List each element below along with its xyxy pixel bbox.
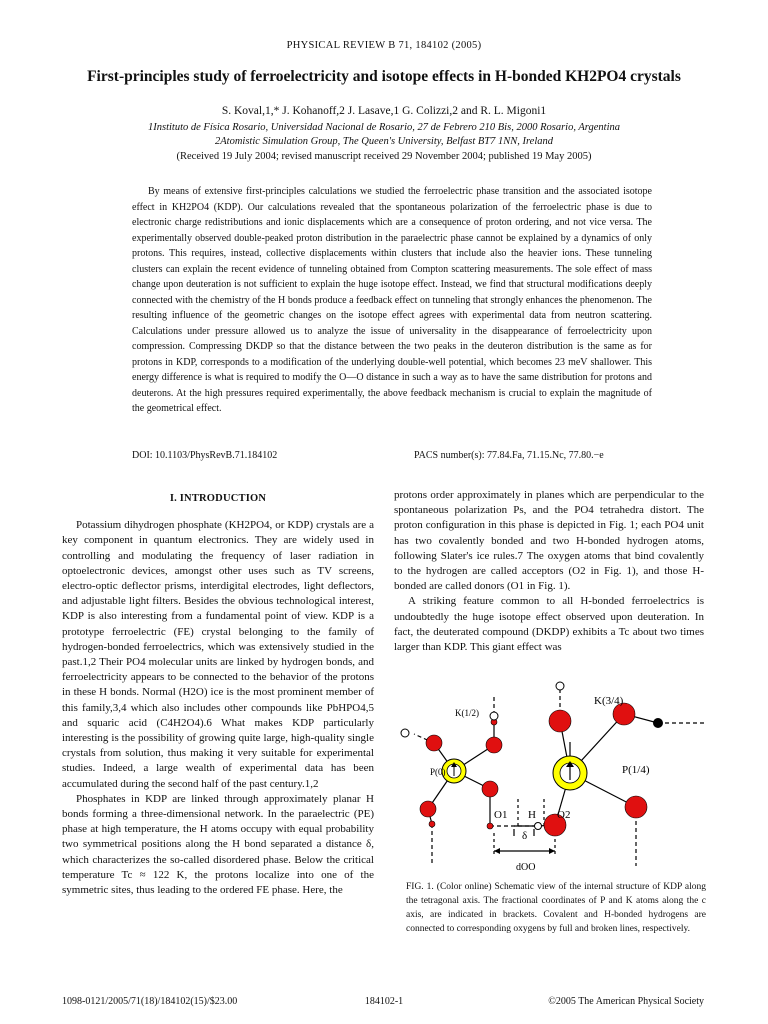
paragraph: Potassium dihydrogen phosphate (KH2PO4, or KDP) crystals are a key component in quantum electronics. They are widely used in controlling and modulating the frequency of laser radiation in optoelectronic devices, amongst other uses such as TV screens, electro-optic deflector prisms, interdigital electrodes, light deflectors, and adjustable light filters. Besides the obvious technological interest, KDP is also interesting from a fundamental point of view. KDP is a prototype ferroelectric (FE) crystal belonging to the family of hydrogen-bonded ferroelectrics, which was extensively studied in the past.1,2 Their PO4 molecular units are linked by hydrogen bonds, and ferroelectricity appears to be connected to the behavior of the protons in these H bonds. Normal (H2O) ice is the most prominent member of this family,3,4 which also includes other compounds like PbHPO4,5 and squaric acid (C4H2O4).6 What makes KDP particularly interesting is the possibility of growing quite large, high-quality single crystals from solution, thus making it very suitable for experimental studies. Indeed, a large wealth of experimental data has been accumulated during the second half of the past century.1,2: [62, 519, 374, 790]
paragraph: Phosphates in KDP are linked through approximately planar H bonds forming a three-dimensional network. In the paraelectric (PE) phase at high temperature, the H atoms occupy with equal probability two symmetrical positions along the H bond separated a distance δ, which characterizes the so-called disordered phase. Below the critical temperature Tc ≈ 122 K, the protons localize into one of the symmetric sites, thus leading to the ordered FE phase. Here, the: [62, 792, 374, 897]
paragraph: A striking feature common to all H-bonded ferroelectrics is undoubtedly the huge isotope effect observed upon deuteration. In fact, the deuterated compound (DKDP) exhibits a Tc about two times larger than KDP. This giant effect was: [394, 595, 704, 654]
abstract: By means of extensive first-principles calculations we studied the ferroelectric phase transition and the associated isotope effect in KH2PO4 (KDP). Our calculations revealed that the spontaneous polarization of the ferroelectric phase is due to electronic charge redistributions and ionic displacements which are a consequence of proton ordering, and not vice versa. The experimentally observed double-peaked proton distribution in the paraelectric phase cannot be explained by a dynamics of only protons. This requires, instead, collective displacements within clusters that include also the heavier ions. These tunneling clusters can explain the recent evidence of tunneling obtained from Compton scattering measurements. The sole effect of mass change upon deuteration is not sufficient to explain the huge isotope effect. Instead, we find that structural modifications deeply connected with the chemistry of the H bonds produce a feedback effect on tunneling that strongly enhances the phenomenon. The resulting influence of the geometric changes on the isotope effect agrees with experimental data from neutron scattering. Calculations under pressure allowed us to analyze the issue of universality in the disappearance of ferroelectricity upon compression. Compressing DKDP so that the distance between the two peaks in the deuteron distribution is the same as for protons in KDP, corresponds to a modification of the underlying double-well potential, which becomes 23 meV shallower. This energy difference is what is required to modify the O—O distance in such a way as to have the same distribution for protons and deuterons. At the high pressures required experimentally, the above feedback mechanism is crucial to explain the magnitude of the geometrical effect.: [132, 186, 652, 414]
k-atom: [653, 718, 663, 728]
pacs-numbers: PACS number(s): 77.84.Fa, 71.15.Nc, 77.80.−e: [414, 450, 604, 461]
label-p-quarter: P(1/4): [622, 764, 650, 776]
section-heading: I. INTRODUCTION: [169, 493, 267, 504]
page-number: 184102-1: [364, 996, 404, 1007]
paper-title: First-principles study of ferroelectricity and isotope effects in H-bonded KH2PO4 crystals: [87, 68, 681, 85]
figure-kdp-structure: [394, 676, 714, 876]
label-k-half: K(1/2): [455, 708, 479, 718]
figure-caption: FIG. 1. (Color online) Schematic view of the internal structure of KDP along the tetragonal axis. The fractional coordinates of P and K atoms along the c axis, are indicated in brackets. Covalent and H-bonded hydrogens are connected to corresponding oxygens by full and broken lines, respectively.: [406, 882, 706, 934]
label-o2: O2: [557, 809, 571, 821]
received-dates: (Received 19 July 2004; revised manuscript received 29 November 2004; published 19 May 2005): [176, 151, 592, 162]
kdp-structure-diagram: [394, 676, 714, 876]
label-h: H: [528, 809, 536, 821]
label-o1: O1: [494, 809, 508, 821]
doi-link[interactable]: DOI: 10.1103/PhysRevB.71.184102: [132, 450, 278, 461]
running-head: PHYSICAL REVIEW B 71, 184102 (2005): [286, 40, 482, 51]
left-column: [62, 491, 374, 898]
right-column: [394, 488, 704, 655]
label-k-three-quarter: K(3/4): [594, 695, 624, 707]
footer-left: 1098-0121/2005/71(18)/184102(15)/$23.00: [62, 996, 238, 1007]
paragraph: protons order approximately in planes which are perpendicular to the spontaneous polarization Ps, and the PO4 tetrahedra distort. The proton configuration in this phase is depicted in Fig. 1; each PO4 unit has two covalently bonded and two H-bonded hydrogen atoms, following Slater's ice rules.7 The oxygen atoms that bind covalently to the hydrogen are called acceptors (O2 in Fig. 1), and those H-bonded are called donors (O1 in Fig. 1).: [394, 489, 704, 593]
author-list: S. Koval,1,* J. Kohanoff,2 J. Lasave,1 G. Colizzi,2 and R. L. Migoni1: [221, 105, 547, 117]
label-delta: δ: [522, 830, 528, 842]
label-doo: dOO: [516, 862, 536, 873]
affiliation-2: 2Atomistic Simulation Group, The Queen's University, Belfast BT7 1NN, Ireland: [214, 136, 554, 147]
copyright: ©2005 The American Physical Society: [548, 996, 704, 1007]
affiliation-1: 1Instituto de Física Rosario, Universidad Nacional de Rosario, 27 de Febrero 210 Bis, 2000 Rosario, Argentina: [148, 122, 620, 133]
label-p-zero: P(0): [430, 767, 446, 777]
